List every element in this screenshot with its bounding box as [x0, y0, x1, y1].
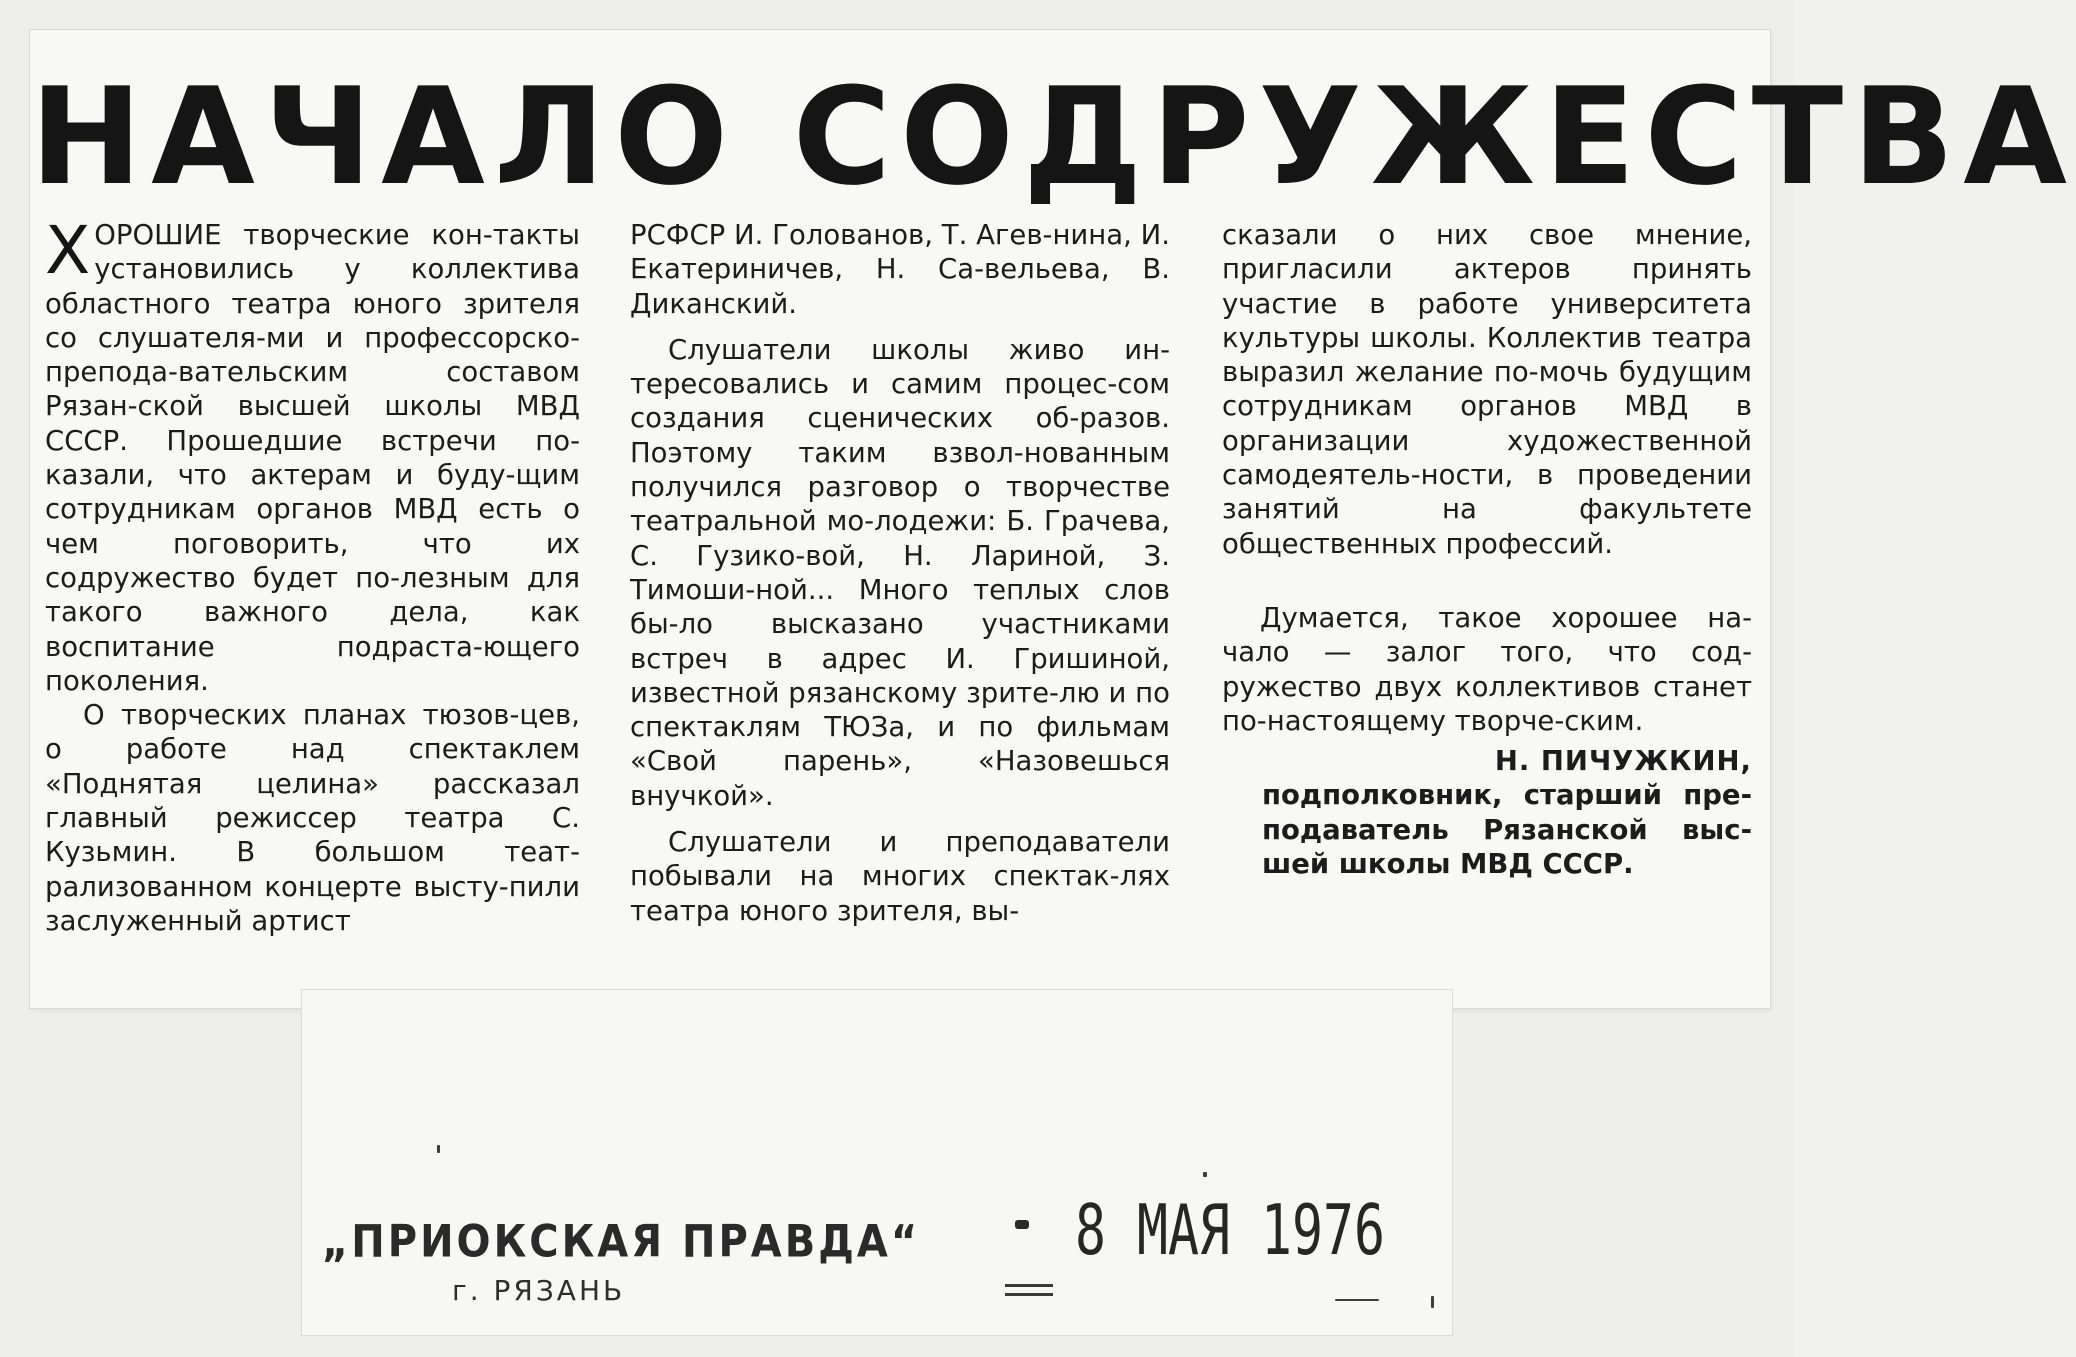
stamp-rule-lines: [1005, 1284, 1053, 1302]
drop-cap-letter: Х: [45, 212, 91, 289]
article-column-1: [45, 212, 580, 938]
newspaper-name-stamp: „ПРИОКСКАЯ ПРАВДА“: [322, 1216, 921, 1268]
column-3-paragraph-1: сказали о них свое мнение, пригласили актеров принять участие в работе университета культуры школы. Коллектив театра выразил желание по-мочь будущим сотрудникам органов МВД в организации художественной самодеятель-ности, в проведении занятий на факультете общественных профессий.: [1222, 219, 1752, 560]
date-stamp: 8 МАЯ 1976: [1075, 1190, 1385, 1271]
ink-speck: [437, 1145, 440, 1153]
author-name: Н. ПИЧУЖКИН,: [1494, 745, 1752, 778]
column-2-paragraph-3: Слушатели и преподаватели побывали на многих спектак-лях театра юного зрителя, вы-: [630, 826, 1170, 927]
article-headline: НАЧАЛО СОДРУЖЕСТВА: [30, 59, 2076, 215]
stamp-dash-mark: [1015, 1220, 1029, 1229]
lead-word: ОРОШИЕ: [94, 219, 222, 251]
city-stamp: г. РЯЗАНЬ: [452, 1274, 626, 1307]
column-3-paragraph-2: Думается, такое хорошее на-чало — залог того, что сод-ружество двух коллективов станет по-настоящему творче-ским.: [1222, 601, 1752, 737]
column-2-paragraph-2: Слушатели школы живо ин-тересовались и самим процес-сом создания сценических об-разов. Поэтому таким взвол-нованным получился разговор о творчестве театральной мо-лодежи: Б. Грачева, С. Гузико-вой, Н. Лариной, З. Тимоши-ной... Много теплых слов бы-ло высказано участниками встреч в адрес И. Гришиной, известной рязанскому зрите-лю и по спектаклям ТЮЗа, и по фильмам «Свой парень», «Назовешься внучкой».: [630, 333, 1170, 812]
column-1-paragraph-1: [45, 212, 580, 698]
column-2-paragraph-1: РСФСР И. Голованов, Т. Агев-нина, И. Екатериничев, Н. Са-вельева, В. Диканский.: [630, 219, 1170, 320]
stamp-rule-line: [1005, 1284, 1053, 1287]
stamp-rule-line: [1005, 1293, 1053, 1296]
ink-speck: [1335, 1299, 1379, 1301]
author-title: подполковник, старший пре-подаватель Рязанской выс-шей школы МВД СССР.: [1262, 779, 1752, 881]
column-1-paragraph-1-text: творческие кон-такты установились у коллектива областного театра юного зрителя со слушателя-ми и профессорско-препода-вательским составом Рязан-ской высшей школы МВД СССР. Прошедшие встречи по-казали, что актерам и буду-щим сотрудникам органов МВД есть о чем поговорить, что их содружество будет по-лезным для такого важного дела, как воспитание подраста-ющего поколения.: [45, 219, 580, 697]
ink-speck: [1203, 1172, 1207, 1177]
column-1-paragraph-2: О творческих планах тюзов-цев, о работе над спектаклем «Поднятая целина» рассказал главный режиссер театра С. Кузьмин. В большом теат-рализованном концерте высту-пили заслуженный артист: [45, 699, 580, 937]
ink-speck: [1431, 1296, 1434, 1308]
article-column-3: [1222, 218, 1752, 881]
article-column-2: [630, 218, 1170, 928]
